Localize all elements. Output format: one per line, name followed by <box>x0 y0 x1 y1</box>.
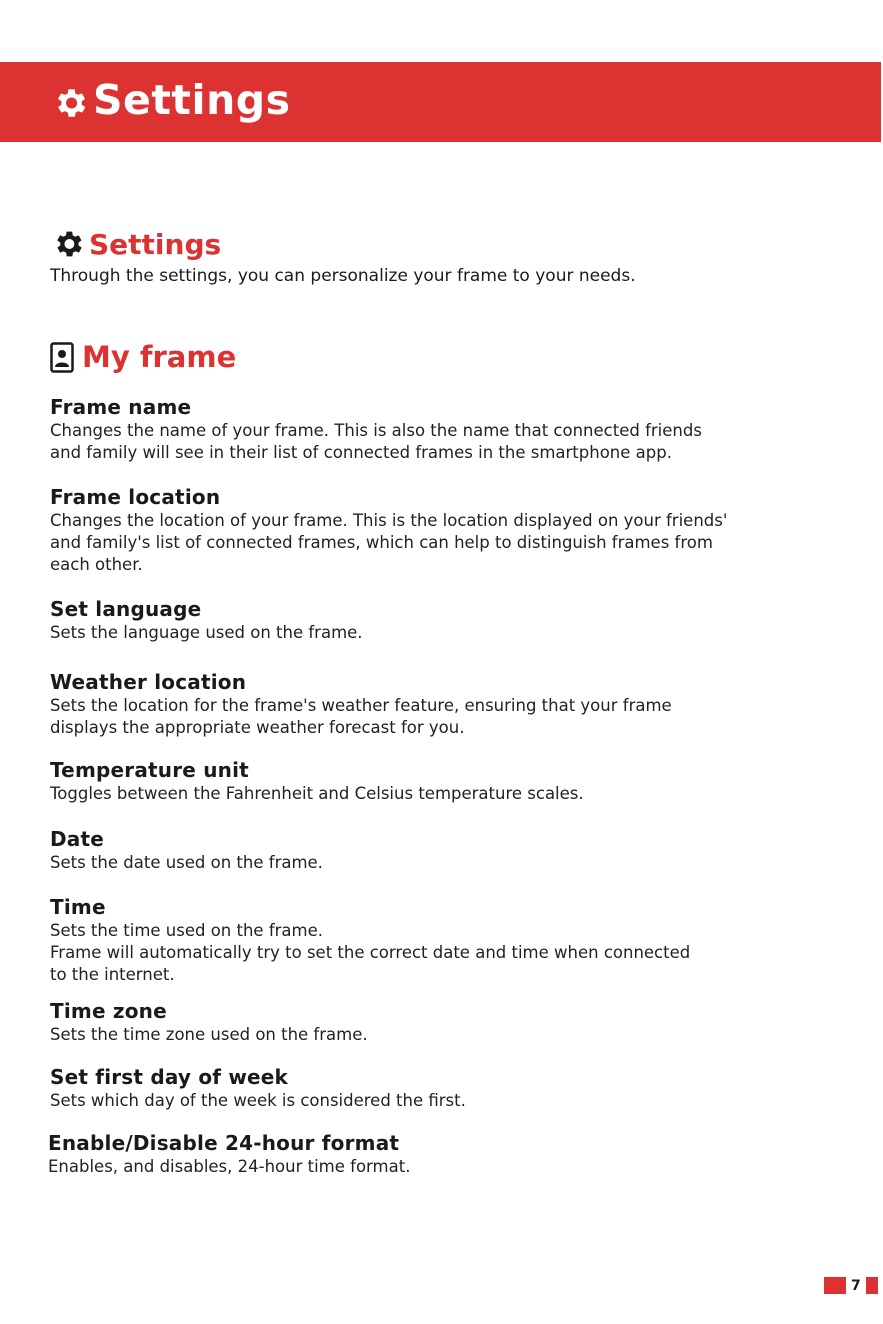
setting-title: Time <box>50 895 106 919</box>
setting-description: Sets the time zone used on the frame. <box>50 1025 368 1044</box>
setting-description: Enables, and disables, 24-hour time format. <box>48 1157 411 1176</box>
banner-title: Settings <box>93 76 291 124</box>
setting-description: Sets the date used on the frame. <box>50 853 323 872</box>
setting-item-temperature-unit <box>50 757 840 805</box>
setting-description: Changes the location of your frame. This is the location displayed on your friends' <box>50 511 728 530</box>
setting-description: displays the appropriate weather forecast for you. <box>50 718 465 737</box>
gear-icon <box>51 84 89 122</box>
page-number-footer <box>824 1277 878 1294</box>
setting-title: Time zone <box>50 999 167 1023</box>
setting-title: Set first day of week <box>50 1065 289 1089</box>
header-banner <box>0 62 881 142</box>
page-marker-left <box>824 1277 846 1294</box>
setting-item-24-hour-format <box>48 1130 838 1178</box>
setting-item-time-zone <box>50 998 840 1046</box>
setting-item-date <box>50 826 840 874</box>
setting-description: Sets the language used on the frame. <box>50 623 363 642</box>
frame-portrait-icon <box>50 342 74 373</box>
setting-title: Weather location <box>50 670 247 694</box>
setting-title: Enable/Disable 24-hour format <box>48 1131 400 1155</box>
page-marker-right <box>866 1277 878 1294</box>
setting-description: and family will see in their list of connected frames in the smartphone app. <box>50 443 672 462</box>
setting-description: each other. <box>50 555 143 574</box>
setting-title: Date <box>50 827 105 851</box>
setting-description: Sets the location for the frame's weather feature, ensuring that your frame <box>50 696 672 715</box>
setting-item-first-day-of-week <box>50 1064 840 1112</box>
setting-item-frame-location <box>50 484 840 576</box>
gear-icon <box>51 227 85 261</box>
setting-description: Sets which day of the week is considered the first. <box>50 1091 466 1110</box>
setting-description: Sets the time used on the frame. <box>50 921 323 940</box>
page-number: 7 <box>851 1277 861 1294</box>
setting-item-set-language <box>50 596 840 644</box>
setting-item-weather-location <box>50 669 840 739</box>
setting-description: Frame will automatically try to set the correct date and time when connected <box>50 943 691 962</box>
my-frame-heading <box>50 340 236 374</box>
setting-title: Frame name <box>50 395 192 419</box>
setting-item-time <box>50 894 840 986</box>
setting-description: and family's list of connected frames, which can help to distinguish frames from <box>50 533 713 552</box>
intro-text: Through the settings, you can personalize your frame to your needs. <box>50 266 636 286</box>
intro-section <box>50 226 850 286</box>
setting-description: to the internet. <box>50 965 175 984</box>
intro-title: Settings <box>89 227 222 261</box>
setting-item-frame-name <box>50 394 840 464</box>
setting-description: Changes the name of your frame. This is also the name that connected friends <box>50 421 702 440</box>
setting-title: Set language <box>50 597 202 621</box>
setting-description: Toggles between the Fahrenheit and Celsius temperature scales. <box>50 784 584 803</box>
setting-title: Frame location <box>50 485 221 509</box>
setting-title: Temperature unit <box>50 758 249 782</box>
section-title: My frame <box>82 340 237 374</box>
